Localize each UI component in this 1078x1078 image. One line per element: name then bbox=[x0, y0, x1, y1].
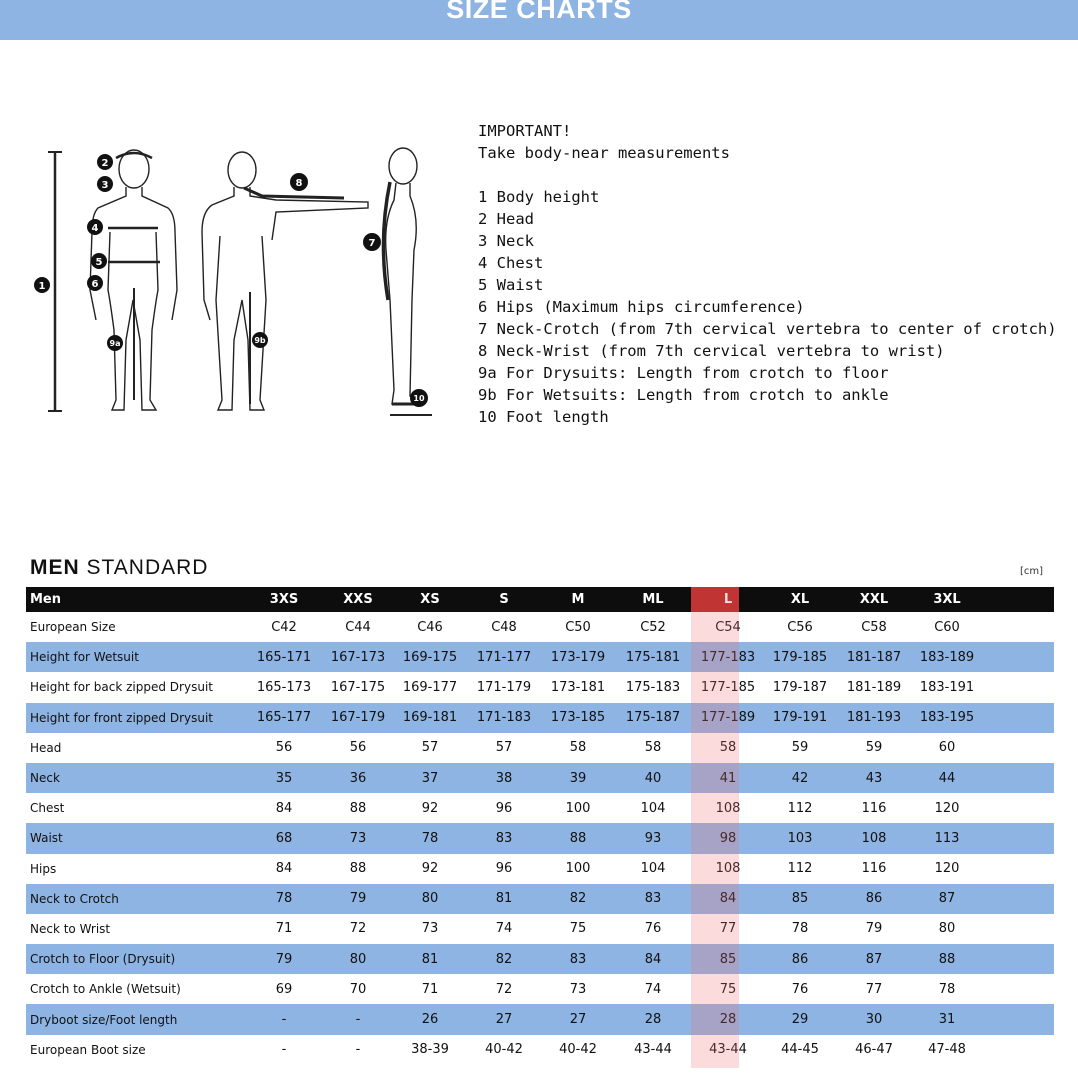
table-cell: 57 bbox=[495, 740, 513, 756]
table-cell: 74 bbox=[644, 981, 662, 997]
table-cell: 81 bbox=[495, 891, 513, 907]
table-row bbox=[26, 1004, 1054, 1034]
table-cell: 100 bbox=[565, 800, 591, 816]
table-cell: 78 bbox=[275, 891, 293, 907]
table-cell: 169-181 bbox=[402, 710, 458, 726]
table-cell: 181-193 bbox=[846, 710, 902, 726]
size-header-3xs: 3XS bbox=[269, 592, 299, 607]
row-label: Neck to Crotch bbox=[30, 891, 119, 906]
table-cell: 112 bbox=[787, 800, 813, 816]
table-cell: 173-181 bbox=[550, 679, 606, 695]
table-row bbox=[26, 793, 1054, 823]
table-cell: 77 bbox=[719, 921, 737, 937]
marker-10: 10 bbox=[413, 394, 425, 403]
table-cell: 177-189 bbox=[700, 710, 756, 726]
marker-8: 8 bbox=[295, 178, 303, 189]
row-label: Head bbox=[30, 740, 62, 755]
table-cell: 60 bbox=[938, 740, 956, 756]
row-label: Height for Wetsuit bbox=[30, 650, 139, 665]
size-chart-table bbox=[26, 587, 1054, 1065]
table-cell: 86 bbox=[865, 891, 883, 907]
size-header-xxs: XXS bbox=[343, 592, 373, 607]
row-label: Hips bbox=[30, 861, 57, 876]
table-cell: 175-183 bbox=[625, 679, 681, 695]
table-cell: 27 bbox=[495, 1012, 513, 1028]
table-cell: 173-185 bbox=[550, 710, 606, 726]
size-header-3xl: 3XL bbox=[933, 592, 961, 607]
important-note: Take body-near measurements bbox=[478, 144, 730, 162]
table-cell: 183-189 bbox=[919, 649, 975, 665]
row-label: European Boot size bbox=[30, 1042, 146, 1057]
table-cell: C54 bbox=[715, 619, 741, 635]
table-cell: 78 bbox=[421, 830, 439, 846]
table-cell: 179-187 bbox=[772, 679, 828, 695]
table-cell: 44-45 bbox=[781, 1042, 819, 1058]
table-cell: 84 bbox=[644, 951, 662, 967]
table-cell: 88 bbox=[349, 861, 367, 877]
table-cell: 73 bbox=[349, 830, 367, 846]
marker-2: 2 bbox=[101, 158, 109, 169]
table-cell: 57 bbox=[421, 740, 439, 756]
legend-item: 2 Head bbox=[478, 210, 534, 228]
table-row bbox=[26, 854, 1054, 884]
legend-item: 3 Neck bbox=[478, 232, 534, 250]
table-cell: 69 bbox=[275, 981, 293, 997]
table-cell: 84 bbox=[275, 861, 293, 877]
table-cell: 82 bbox=[569, 891, 587, 907]
table-cell: 93 bbox=[644, 830, 662, 846]
table-cell: 88 bbox=[938, 951, 956, 967]
table-cell: 165-177 bbox=[256, 710, 312, 726]
table-cell: 71 bbox=[275, 921, 293, 937]
table-row bbox=[26, 974, 1054, 1004]
table-cell: 116 bbox=[861, 861, 887, 877]
table-cell: 183-191 bbox=[919, 679, 975, 695]
table-cell: - bbox=[281, 1042, 287, 1058]
table-cell: 165-171 bbox=[256, 649, 312, 665]
table-cell: 87 bbox=[865, 951, 883, 967]
table-row bbox=[26, 733, 1054, 763]
table-row bbox=[26, 914, 1054, 944]
table-cell: 88 bbox=[569, 830, 587, 846]
marker-4: 4 bbox=[91, 223, 99, 234]
table-cell: 104 bbox=[640, 861, 666, 877]
table-cell: 28 bbox=[644, 1012, 662, 1028]
table-cell: 58 bbox=[719, 740, 737, 756]
table-cell: 108 bbox=[861, 830, 887, 846]
table-cell: 80 bbox=[421, 891, 439, 907]
table-cell: C60 bbox=[934, 619, 960, 635]
table-cell: 43-44 bbox=[709, 1042, 747, 1058]
table-row bbox=[26, 703, 1054, 733]
table-cell: 71 bbox=[421, 981, 439, 997]
table-cell: 108 bbox=[715, 861, 741, 877]
table-cell: C52 bbox=[640, 619, 666, 635]
table-cell: 167-173 bbox=[330, 649, 386, 665]
table-cell: 92 bbox=[421, 800, 439, 816]
table-cell: 77 bbox=[865, 981, 883, 997]
table-row bbox=[26, 1035, 1054, 1065]
table-cell: 120 bbox=[934, 800, 960, 816]
table-cell: 47-48 bbox=[928, 1042, 966, 1058]
table-cell: 59 bbox=[791, 740, 809, 756]
table-cell: 84 bbox=[719, 891, 737, 907]
table-cell: 75 bbox=[719, 981, 737, 997]
table-cell: 26 bbox=[421, 1012, 439, 1028]
table-cell: 79 bbox=[865, 921, 883, 937]
table-cell: 27 bbox=[569, 1012, 587, 1028]
table-cell: 73 bbox=[421, 921, 439, 937]
table-cell: 43 bbox=[865, 770, 883, 786]
table-cell: 171-177 bbox=[476, 649, 532, 665]
table-cell: 39 bbox=[569, 770, 587, 786]
table-cell: 87 bbox=[938, 891, 956, 907]
table-cell: 42 bbox=[791, 770, 809, 786]
table-cell: C44 bbox=[345, 619, 371, 635]
size-header-ml: ML bbox=[642, 592, 664, 607]
table-cell: 83 bbox=[569, 951, 587, 967]
table-cell: 112 bbox=[787, 861, 813, 877]
legend-item: 6 Hips (Maximum hips circumference) bbox=[478, 298, 805, 316]
table-cell: 38 bbox=[495, 770, 513, 786]
table-cell: 171-179 bbox=[476, 679, 532, 695]
header-label: Men bbox=[30, 592, 62, 607]
table-cell: 175-181 bbox=[625, 649, 681, 665]
table-cell: 96 bbox=[495, 800, 513, 816]
table-cell: 80 bbox=[349, 951, 367, 967]
marker-6: 6 bbox=[91, 279, 99, 290]
table-cell: 92 bbox=[421, 861, 439, 877]
legend-item: 5 Waist bbox=[478, 276, 544, 294]
row-label: Height for back zipped Drysuit bbox=[30, 680, 213, 695]
size-header-s: S bbox=[499, 592, 509, 607]
marker-9b: 9b bbox=[254, 336, 266, 345]
row-label: Chest bbox=[30, 801, 65, 816]
table-cell: 83 bbox=[495, 830, 513, 846]
table-cell: C46 bbox=[417, 619, 443, 635]
important-heading: IMPORTANT! bbox=[478, 122, 572, 140]
table-cell: 72 bbox=[349, 921, 367, 937]
row-label: European Size bbox=[30, 620, 116, 635]
table-cell: 46-47 bbox=[855, 1042, 893, 1058]
table-cell: 84 bbox=[275, 800, 293, 816]
table-row bbox=[26, 763, 1054, 793]
legend-item: 1 Body height bbox=[478, 188, 600, 206]
table-cell: C50 bbox=[565, 619, 591, 635]
table-cell: 76 bbox=[644, 921, 662, 937]
row-label: Crotch to Floor (Drysuit) bbox=[30, 952, 176, 967]
table-cell: 76 bbox=[791, 981, 809, 997]
size-header-xl: XL bbox=[790, 592, 810, 607]
header-banner bbox=[0, 0, 1078, 40]
table-cell: 40-42 bbox=[559, 1042, 597, 1058]
table-cell: 88 bbox=[349, 800, 367, 816]
table-cell: 40-42 bbox=[485, 1042, 523, 1058]
table-cell: 82 bbox=[495, 951, 513, 967]
table-cell: 37 bbox=[421, 770, 439, 786]
table-header-row bbox=[26, 587, 1054, 612]
table-row bbox=[26, 672, 1054, 702]
table-cell: 120 bbox=[934, 861, 960, 877]
marker-9a: 9a bbox=[109, 339, 121, 348]
table-cell: 167-179 bbox=[330, 710, 386, 726]
table-cell: 85 bbox=[719, 951, 737, 967]
table-cell: 36 bbox=[349, 770, 367, 786]
measurement-legend bbox=[478, 120, 1057, 428]
table-cell: 74 bbox=[495, 921, 513, 937]
table-cell: 72 bbox=[495, 981, 513, 997]
table-cell: 81 bbox=[421, 951, 439, 967]
size-header-xxl: XXL bbox=[859, 592, 889, 607]
legend-item: 9a For Drysuits: Length from crotch to floor bbox=[478, 364, 889, 382]
table-cell: 80 bbox=[938, 921, 956, 937]
table-cell: 175-187 bbox=[625, 710, 681, 726]
table-cell: - bbox=[355, 1012, 361, 1028]
table-cell: 58 bbox=[644, 740, 662, 756]
body-measurement-diagram bbox=[0, 140, 470, 430]
table-cell: - bbox=[355, 1042, 361, 1058]
table-cell: C48 bbox=[491, 619, 517, 635]
table-cell: 169-175 bbox=[402, 649, 458, 665]
table-cell: 171-183 bbox=[476, 710, 532, 726]
table-cell: 98 bbox=[719, 830, 737, 846]
table-row bbox=[26, 612, 1054, 642]
row-label: Neck bbox=[30, 771, 60, 786]
table-cell: 41 bbox=[719, 770, 737, 786]
legend-item: 9b For Wetsuits: Length from crotch to ankle bbox=[478, 386, 889, 404]
table-cell: 86 bbox=[791, 951, 809, 967]
table-cell: 79 bbox=[349, 891, 367, 907]
table-cell: 181-189 bbox=[846, 679, 902, 695]
row-label: Dryboot size/Foot length bbox=[30, 1012, 178, 1027]
table-cell: 30 bbox=[865, 1012, 883, 1028]
table-cell: 29 bbox=[791, 1012, 809, 1028]
table-cell: C58 bbox=[861, 619, 887, 635]
table-cell: 85 bbox=[791, 891, 809, 907]
table-cell: 103 bbox=[787, 830, 813, 846]
row-label: Neck to Wrist bbox=[30, 921, 111, 936]
table-cell: 83 bbox=[644, 891, 662, 907]
table-cell: 40 bbox=[644, 770, 662, 786]
table-cell: 28 bbox=[719, 1012, 737, 1028]
row-label: Crotch to Ankle (Wetsuit) bbox=[30, 982, 181, 997]
table-row bbox=[26, 884, 1054, 914]
table-cell: 44 bbox=[938, 770, 956, 786]
size-header-xs: XS bbox=[420, 592, 440, 607]
row-label: Waist bbox=[30, 831, 63, 846]
table-cell: 58 bbox=[569, 740, 587, 756]
table-cell: 35 bbox=[275, 770, 293, 786]
row-label: Height for front zipped Drysuit bbox=[30, 710, 214, 725]
table-cell: 70 bbox=[349, 981, 367, 997]
legend-item: 7 Neck-Crotch (from 7th cervical vertebra to center of crotch) bbox=[478, 320, 1057, 338]
marker-3: 3 bbox=[101, 180, 109, 191]
table-cell: 100 bbox=[565, 861, 591, 877]
table-cell: 56 bbox=[349, 740, 367, 756]
table-cell: 177-185 bbox=[700, 679, 756, 695]
table-cell: 78 bbox=[791, 921, 809, 937]
table-cell: 31 bbox=[938, 1012, 956, 1028]
marker-1: 1 bbox=[38, 281, 46, 292]
table-cell: 108 bbox=[715, 800, 741, 816]
table-row bbox=[26, 944, 1054, 974]
table-cell: 113 bbox=[934, 830, 960, 846]
table-cell: 183-195 bbox=[919, 710, 975, 726]
table-cell: 179-191 bbox=[772, 710, 828, 726]
table-cell: 79 bbox=[275, 951, 293, 967]
table-cell: 173-179 bbox=[550, 649, 606, 665]
table-cell: 116 bbox=[861, 800, 887, 816]
unit-label: [cm] bbox=[1020, 566, 1044, 577]
size-header-m: M bbox=[571, 592, 585, 607]
table-cell: 38-39 bbox=[411, 1042, 449, 1058]
table-cell: 56 bbox=[275, 740, 293, 756]
table-cell: - bbox=[281, 1012, 287, 1028]
table-title: MEN STANDARD bbox=[30, 556, 209, 579]
table-cell: 177-183 bbox=[700, 649, 756, 665]
table-cell: 169-177 bbox=[402, 679, 458, 695]
table-cell: 181-187 bbox=[846, 649, 902, 665]
size-header-l: L bbox=[723, 592, 733, 607]
table-cell: C56 bbox=[787, 619, 813, 635]
table-cell: C42 bbox=[271, 619, 297, 635]
page-title: SIZE CHARTS bbox=[446, 0, 632, 24]
table-cell: 104 bbox=[640, 800, 666, 816]
table-cell: 78 bbox=[938, 981, 956, 997]
table-cell: 75 bbox=[569, 921, 587, 937]
marker-7: 7 bbox=[368, 238, 376, 249]
legend-item: 8 Neck-Wrist (from 7th cervical vertebra to wrist) bbox=[478, 342, 945, 360]
table-row bbox=[26, 642, 1054, 672]
table-cell: 59 bbox=[865, 740, 883, 756]
table-cell: 165-173 bbox=[256, 679, 312, 695]
legend-item: 4 Chest bbox=[478, 254, 544, 272]
table-cell: 179-185 bbox=[772, 649, 828, 665]
table-cell: 73 bbox=[569, 981, 587, 997]
table-cell: 68 bbox=[275, 830, 293, 846]
legend-item: 10 Foot length bbox=[478, 408, 609, 426]
table-cell: 96 bbox=[495, 861, 513, 877]
table-row bbox=[26, 823, 1054, 853]
marker-5: 5 bbox=[95, 257, 103, 268]
table-cell: 43-44 bbox=[634, 1042, 672, 1058]
table-cell: 167-175 bbox=[330, 679, 386, 695]
